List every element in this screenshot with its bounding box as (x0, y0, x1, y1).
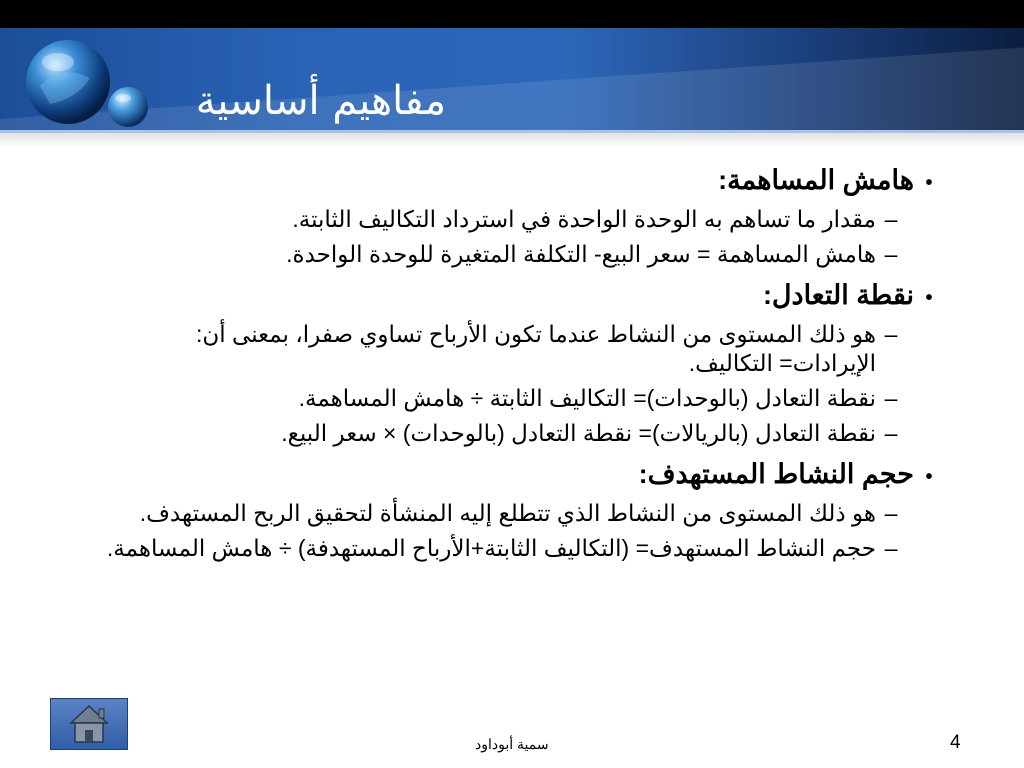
sub-item-text: هو ذلك المستوى من النشاط الذي تتطلع إليه المنشأة لتحقيق الربح المستهدف. (139, 500, 876, 526)
bullet-icon: • (925, 287, 933, 309)
home-button[interactable] (50, 698, 128, 750)
sub-item (94, 320, 944, 378)
sub-item-text: نقطة التعادل (بالوحدات)= التكاليف الثابتة ÷ هامش المساهمة. (298, 385, 876, 411)
sub-item (94, 419, 944, 448)
dash-icon: – (884, 206, 898, 232)
bullet-heading (94, 275, 944, 318)
sub-item-text: هو ذلك المستوى من النشاط عندما تكون الأرباح تساوي صفرا، بمعنى أن: الإيرادات= التكاليف. (195, 321, 876, 376)
sub-item (94, 499, 944, 528)
slide-body (94, 160, 944, 569)
sub-item-text: مقدار ما تساهم به الوحدة الواحدة في استرداد التكاليف الثابتة. (292, 206, 876, 232)
dash-icon: – (884, 241, 898, 267)
heading-text: حجم النشاط المستهدف: (638, 459, 914, 489)
sub-item-text: هامش المساهمة = سعر البيع- التكلفة المتغيرة للوحدة الواحدة. (286, 241, 876, 267)
dash-icon: – (884, 535, 898, 561)
section-break-even (94, 275, 944, 448)
bullet-icon: • (925, 466, 933, 488)
header-shadow (0, 133, 1024, 147)
footer-author: سمية أبوداود (475, 736, 549, 752)
bullet-heading (94, 454, 944, 497)
dash-icon: – (884, 385, 898, 411)
section-target-volume (94, 454, 944, 563)
sub-item (94, 384, 944, 413)
sub-item (94, 534, 944, 563)
dash-icon: – (884, 500, 898, 526)
page-number: 4 (950, 732, 961, 753)
top-black-bar (0, 0, 1024, 28)
globe-orbs-icon (20, 34, 160, 134)
dash-icon: – (884, 420, 898, 446)
section-contribution-margin (94, 160, 944, 269)
slide-title: مفاهيم أساسية (195, 78, 446, 124)
heading-text: نقطة التعادل: (762, 280, 914, 310)
home-icon (51, 699, 127, 749)
bullet-heading (94, 160, 944, 203)
sub-item-text: نقطة التعادل (بالريالات)= نقطة التعادل (بالوحدات) × سعر البيع. (281, 420, 876, 446)
dash-icon: – (884, 321, 898, 347)
sub-item (94, 240, 944, 269)
sub-item (94, 205, 944, 234)
sub-item-text: حجم النشاط المستهدف= (التكاليف الثابتة+الأرباح المستهدفة) ÷ هامش المساهمة. (106, 535, 876, 561)
heading-text: هامش المساهمة: (718, 165, 914, 195)
bullet-icon: • (925, 172, 933, 194)
